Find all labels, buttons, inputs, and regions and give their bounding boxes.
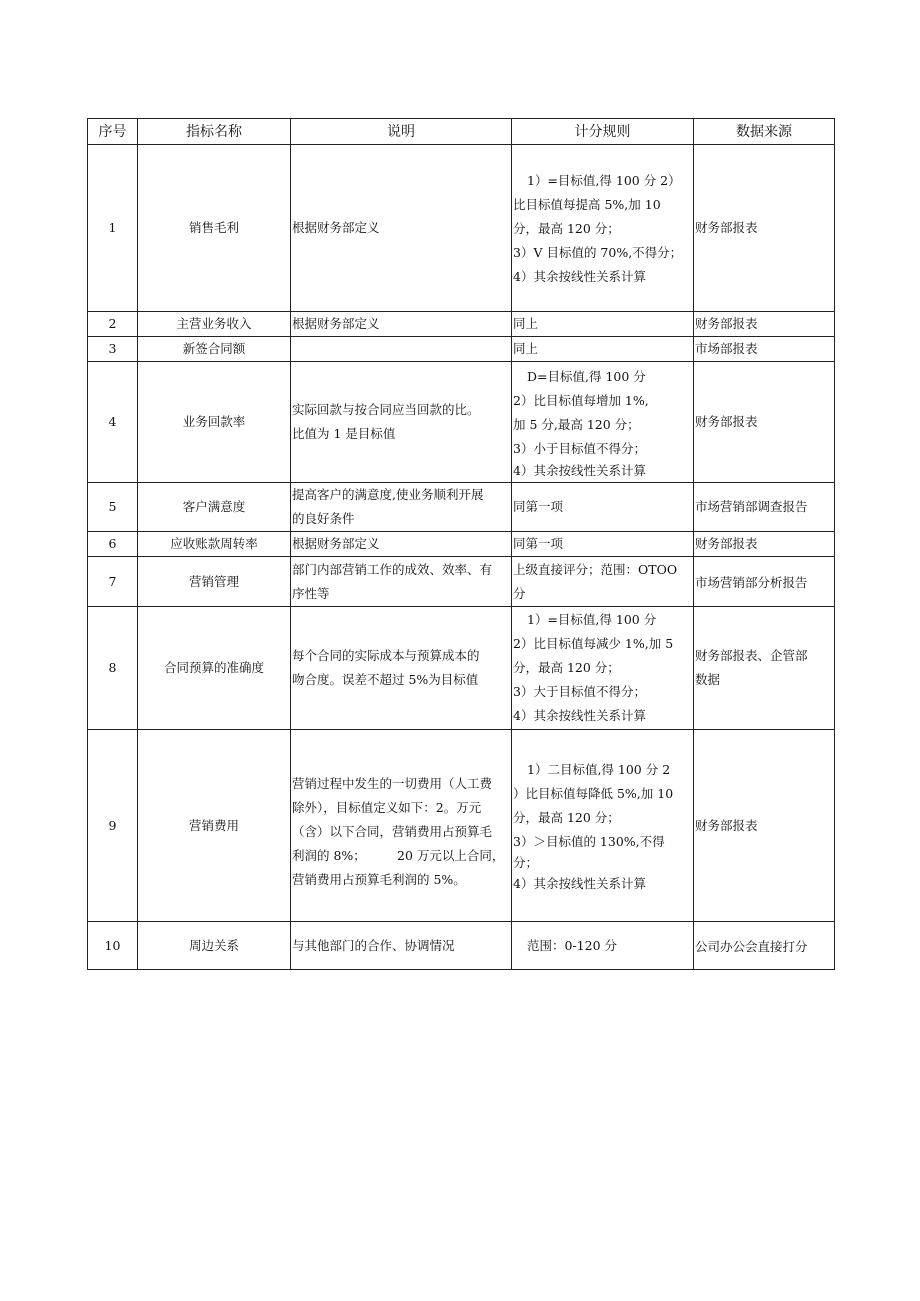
rule-line: 同第一项 (513, 499, 564, 514)
row-source (694, 337, 835, 362)
row-name: 应收账款周转率 (138, 532, 291, 557)
row-name: 合同预算的准确度 (138, 607, 291, 730)
table-row (88, 337, 835, 362)
row-no: 6 (88, 532, 138, 557)
row-no: 1 (88, 145, 138, 312)
rule-line: 3）＞目标值的 130%,不得 (513, 833, 665, 849)
table-row (88, 532, 835, 557)
row-source (694, 145, 835, 312)
row-name: 周边关系 (138, 922, 291, 970)
row-no: 7 (88, 557, 138, 607)
table-row (88, 145, 835, 312)
rule-line: 4）其余按线性关系计算 (513, 269, 646, 284)
source-line: 市场营销部分析报告 (695, 574, 808, 590)
row-rule (512, 362, 694, 483)
row-name: 营销费用 (138, 730, 291, 922)
desc-line: 营销过程中发生的一切费用（人工费 (292, 775, 493, 791)
rule-line: 分，最高 120 分； (513, 660, 620, 675)
row-desc (291, 312, 512, 337)
row-no: 9 (88, 730, 138, 922)
rule-line: 同第一项 (513, 536, 564, 551)
rule-line: 分； (513, 854, 539, 870)
row-no: 5 (88, 483, 138, 532)
source-line: 财务部报表 (695, 414, 758, 429)
rule-line: 4）其余按线性关系计算 (513, 875, 646, 891)
row-desc (291, 607, 512, 730)
desc-line: 序性等 (292, 585, 330, 601)
desc-line: 根据财务部定义 (292, 316, 380, 331)
row-name: 营销管理 (138, 557, 291, 607)
rule-line: 1）=目标值,得 100 分 (527, 612, 657, 627)
rule-line: D=目标值,得 100 分 (527, 369, 646, 384)
row-name: 主营业务收入 (138, 312, 291, 337)
header-source: 数据来源 (694, 119, 835, 145)
rule-line: 3）小于目标值不得分； (513, 441, 646, 456)
desc-line: 利润的 8%； 20 万元以上合同， (292, 847, 505, 863)
row-source (694, 730, 835, 922)
source-line: 财务部报表 (695, 536, 758, 551)
table-row (88, 483, 835, 532)
row-source (694, 532, 835, 557)
row-no: 8 (88, 607, 138, 730)
rule-line: 分，最高 120 分； (513, 221, 620, 236)
rule-line: 同上 (513, 341, 539, 356)
desc-line: （含）以下合同，营销费用占预算毛 (292, 823, 493, 839)
table-row (88, 730, 835, 922)
rule-line: 分 (513, 585, 526, 601)
row-rule (512, 337, 694, 362)
source-line: 公司办公会直接打分 (695, 938, 808, 954)
rule-line: 同上 (513, 316, 539, 331)
source-line: 市场营销部调查报告 (695, 499, 808, 514)
source-line: 市场部报表 (695, 341, 758, 356)
table-row (88, 312, 835, 337)
row-source (694, 362, 835, 483)
row-desc (291, 145, 512, 312)
row-name: 销售毛利 (138, 145, 291, 312)
header-no: 序号 (88, 119, 138, 145)
table-row (88, 362, 835, 483)
row-desc (291, 362, 512, 483)
row-no: 3 (88, 337, 138, 362)
row-rule (512, 145, 694, 312)
row-rule (512, 312, 694, 337)
rule-line: 2）比目标值每减少 1%,加 5 (513, 636, 674, 651)
header-name: 指标名称 (138, 119, 291, 145)
desc-line: 根据财务部定义 (292, 220, 380, 235)
rule-line: 范围：0-120 分 (527, 937, 618, 953)
row-desc (291, 730, 512, 922)
row-rule (512, 532, 694, 557)
row-desc (291, 532, 512, 557)
rule-line: 分，最高 120 分； (513, 809, 620, 825)
rule-line: 4）其余按线性关系计算 (513, 463, 646, 478)
row-desc (291, 557, 512, 607)
row-source (694, 483, 835, 532)
desc-line: 营销费用占预算毛利润的 5%。 (292, 871, 466, 887)
row-rule (512, 607, 694, 730)
kpi-table (87, 118, 835, 970)
source-line: 财务部报表 (695, 817, 758, 833)
row-name: 新签合同额 (138, 337, 291, 362)
desc-line: 每个合同的实际成本与预算成本的 (292, 648, 480, 663)
row-source (694, 922, 835, 970)
row-rule (512, 483, 694, 532)
row-desc (291, 922, 512, 970)
rule-line: 2）比目标值每增加 1%, (513, 393, 649, 408)
rule-line: 1）=目标值,得 100 分 2） (527, 173, 681, 188)
desc-line: 除外），目标值定义如下：2。万元 (292, 799, 482, 815)
row-source (694, 312, 835, 337)
row-rule (512, 730, 694, 922)
row-rule (512, 557, 694, 607)
row-desc (291, 483, 512, 532)
desc-line: 实际回款与按合同应当回款的比。 (292, 402, 480, 417)
rule-line: 上级直接评分；范围：OTOO (513, 561, 678, 577)
row-rule (512, 922, 694, 970)
row-name: 客户满意度 (138, 483, 291, 532)
desc-line: 吻合度。误差不超过 5%为目标值 (292, 672, 479, 687)
row-desc (291, 337, 512, 362)
desc-line: 提高客户的满意度,使业务顺利开展 (292, 487, 484, 502)
source-line: 财务部报表、企管部 (695, 648, 808, 663)
row-no: 4 (88, 362, 138, 483)
row-source (694, 607, 835, 730)
source-line: 数据 (695, 672, 721, 687)
row-source (694, 557, 835, 607)
header-rule: 计分规则 (512, 119, 694, 145)
rule-line: 比目标值每提高 5%,加 10 (513, 197, 661, 212)
table-row (88, 922, 835, 970)
desc-line: 与其他部门的合作、协调情况 (292, 937, 455, 953)
desc-line: 的良好条件 (292, 511, 355, 526)
rule-line: 4）其余按线性关系计算 (513, 708, 646, 723)
source-line: 财务部报表 (695, 220, 758, 235)
source-line: 财务部报表 (695, 316, 758, 331)
rule-line: ）比目标值每降低 5%,加 10 (513, 785, 674, 801)
header-desc: 说明 (291, 119, 512, 145)
rule-line: 3）大于目标值不得分； (513, 684, 646, 699)
row-name: 业务回款率 (138, 362, 291, 483)
table-row (88, 607, 835, 730)
rule-line: 1）二目标值,得 100 分 2 (527, 761, 671, 777)
desc-line: 部门内部营销工作的成效、效率、有 (292, 561, 493, 577)
table-row (88, 557, 835, 607)
header-row (88, 119, 835, 145)
rule-line: 加 5 分,最高 120 分； (513, 417, 640, 432)
rule-line: 3）V 目标值的 70%,不得分； (513, 245, 683, 260)
row-no: 2 (88, 312, 138, 337)
desc-line: 比值为 1 是目标值 (292, 426, 396, 441)
desc-line: 根据财务部定义 (292, 536, 380, 551)
row-no: 10 (88, 922, 138, 970)
